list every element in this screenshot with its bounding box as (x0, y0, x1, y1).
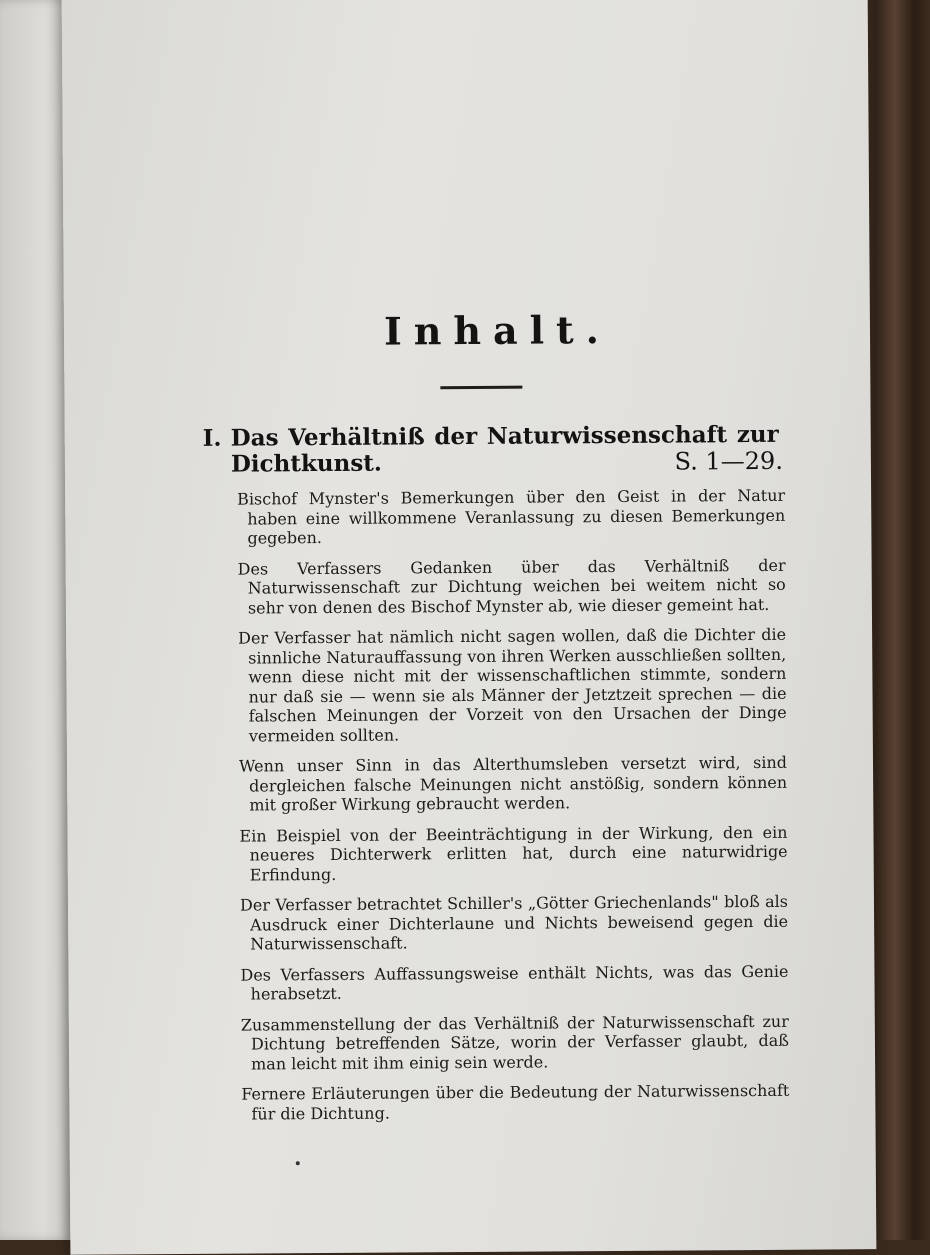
chapter-summary (237, 486, 789, 1135)
page-title: Inhalt. (383, 307, 612, 354)
chapter-heading (202, 420, 783, 478)
summary-entry: Des Verfassers Auffassungsweise enthält Nichts, was das Genie herabsetzt. (240, 961, 789, 1004)
summary-entry: Fernere Erläuterungen über die Bedeutung der Naturwissenschaft für die Dichtung. (241, 1080, 790, 1124)
summary-entry: Der Verfasser hat nämlich nicht sagen wollen, daß die Dichter die sinnliche Naturauffassung von ihren Werken ausschließen sollten, wenn diese nicht mit der wissenschaftlichen stimmte, sondern nur daß sie — wenn sie als Männer der Jetztzeit sprechen — die falschen Meinungen der Vorzeit von den Ursachen der Dinge vermeiden sollten. (238, 624, 787, 746)
summary-entry: Wenn unser Sinn in das Alterthumsleben versetzt wird, sind dergleichen falsche Meinungen nicht anstößig, sondern können mit großer Wirkung gebraucht werden. (238, 752, 788, 815)
summary-entry: Bischof Mynster's Bemerkungen über den Geist in der Natur haben eine willkommene Veranlassung zu diesen Bemerkungen gegeben. (237, 485, 786, 548)
title-rule (440, 386, 522, 390)
summary-entry: Ein Beispiel von der Beeinträchtigung in der Wirkung, den ein neueres Dichterwerk erlitten hat, durch eine naturwidrige Erfindung. (239, 822, 788, 885)
left-page-edge (0, 0, 72, 1240)
summary-entry: Des Verfassers Gedanken über das Verhältniß der Naturwissenschaft zur Dichtung weichen bei weitem nicht so sehr von denen des Bischof Mynster ab, wie dieser gemeint hat. (237, 555, 786, 618)
summary-entry: Der Verfasser betrachtet Schiller's „Götter Griechenlands" bloß als Ausdruck einer Dichterlaune und Nichts beweisend gegen die Naturwissenschaft. (239, 891, 789, 954)
chapter-number: I. (202, 424, 222, 452)
summary-entry: Zusammenstellung der das Verhältniß der Naturwissenschaft zur Dichtung betreffenden Sätze, worin der Verfasser glaubt, daß man leicht mit ihm einig sein werde. (240, 1011, 790, 1074)
ink-speck (296, 1161, 300, 1165)
chapter-page-range: S. 1—29. (674, 446, 783, 476)
chapter-title: Das Verhältniß der Naturwissenschaft zur Dichtkunst. (230, 420, 779, 478)
book-page (62, 0, 877, 1255)
page-content (142, 0, 871, 1242)
